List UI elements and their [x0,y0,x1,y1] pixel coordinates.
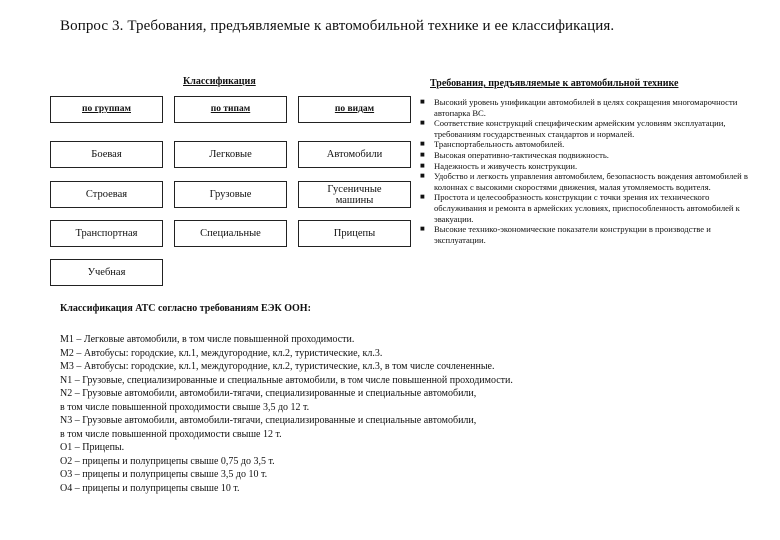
category-line: N1 – Грузовые, специализированные и специальные автомобили, в том числе повышенной проходимости. [60,374,513,386]
column-header-types: по типам [174,96,287,123]
page-title: Вопрос 3. Требования, предъявляемые к автомобильной технике и ее классификация. [60,18,615,34]
requirements-list [420,97,755,245]
category-line: М1 – Легковые автомобили, в том числе повышенной проходимости. [60,334,355,345]
type-item-trucks: Грузовые [174,181,287,208]
list-item: ■ Соответствие конструкций специфическим армейским условиям эксплуатации, требованиям государственных стандартов и нормалей. [420,118,726,139]
kind-item-trailers: Прицепы [298,220,411,247]
category-line: в том числе повышенной проходимости свыше 3,5 до 12 т. [60,401,310,413]
category-line: О4 – прицепы и полуприцепы свыше 10 т. [60,482,240,494]
list-item: ■ Высокий уровень унификации автомобилей в целях сокращения многомарочности автопарка ВС. [420,97,738,118]
category-line: N3 – Грузовые автомобили, автомобили-тягачи, специализированные и специальные автомобили, [60,415,477,426]
group-item-training: Учебная [50,259,163,286]
classification-heading: Классификация [183,76,256,87]
category-line: М2 – Автобусы: городские, кл.1, междугородние, кл.2, туристические, кл.3. [60,347,383,359]
column-header-kinds: по видам [298,96,411,123]
column-header-groups: по группам [50,96,163,123]
group-item-combat: Боевая [50,141,163,168]
type-item-cars: Легковые [174,141,287,168]
bullet-icon: ■ [420,192,425,202]
category-line: О2 – прицепы и полуприцепы свыше 0,75 до 3,5 т. [60,455,275,467]
type-item-special: Специальные [174,220,287,247]
uneece-heading: Классификация АТС согласно требованиям ЕЭК ООН: [60,303,311,314]
category-line: М3 – Автобусы: городские, кл.1, междугородние, кл.2, туристические, кл.3, в том числе сочлененные. [60,361,495,372]
category-line: О3 – прицепы и полуприцепы свыше 3,5 до 10 т. [60,469,268,480]
list-item: ■ Высокая оперативно-тактическая подвижность. [420,149,609,160]
bullet-icon: ■ [420,139,425,149]
kind-item-automobiles: Автомобили [298,141,411,168]
list-item: ■ Транспортабельность автомобилей. [420,139,565,150]
list-item: ■ Простота и целесообразность конструкции с точки зрения их технического обслуживания и ремонта в армейских условиях, приспособленность автомобилей к эвакуации. [420,192,740,224]
list-item: ■ Высокие технико-экономические показатели конструкции в производстве и эксплуатации. [420,224,711,245]
category-line: в том числе повышенной проходимости свыше 12 т. [60,428,282,440]
bullet-icon: ■ [420,224,425,234]
group-item-transport: Транспортная [50,220,163,247]
group-item-line: Строевая [50,181,163,208]
kind-item-tracked: Гусеничные машины [298,181,411,208]
uneece-category-list [60,333,680,495]
category-line: N2 – Грузовые автомобили, автомобили-тягачи, специализированные и специальные автомобили, [60,388,477,399]
list-item: ■ Удобство и легкость управления автомобилем, безопасность вождения автомобилей в колоннах с высокими скоростями движения, малая утомляемость водителя. [420,171,748,192]
bullet-icon: ■ [420,118,425,128]
list-item: ■ Надежность и живучесть конструкции. [420,160,578,171]
bullet-icon: ■ [420,97,425,106]
bullet-icon: ■ [420,149,425,159]
category-line: О1 – Прицепы. [60,442,125,453]
requirements-heading: Требования, предъявляемые к автомобильной технике [430,78,679,89]
bullet-icon: ■ [420,160,425,170]
bullet-icon: ■ [420,171,425,181]
